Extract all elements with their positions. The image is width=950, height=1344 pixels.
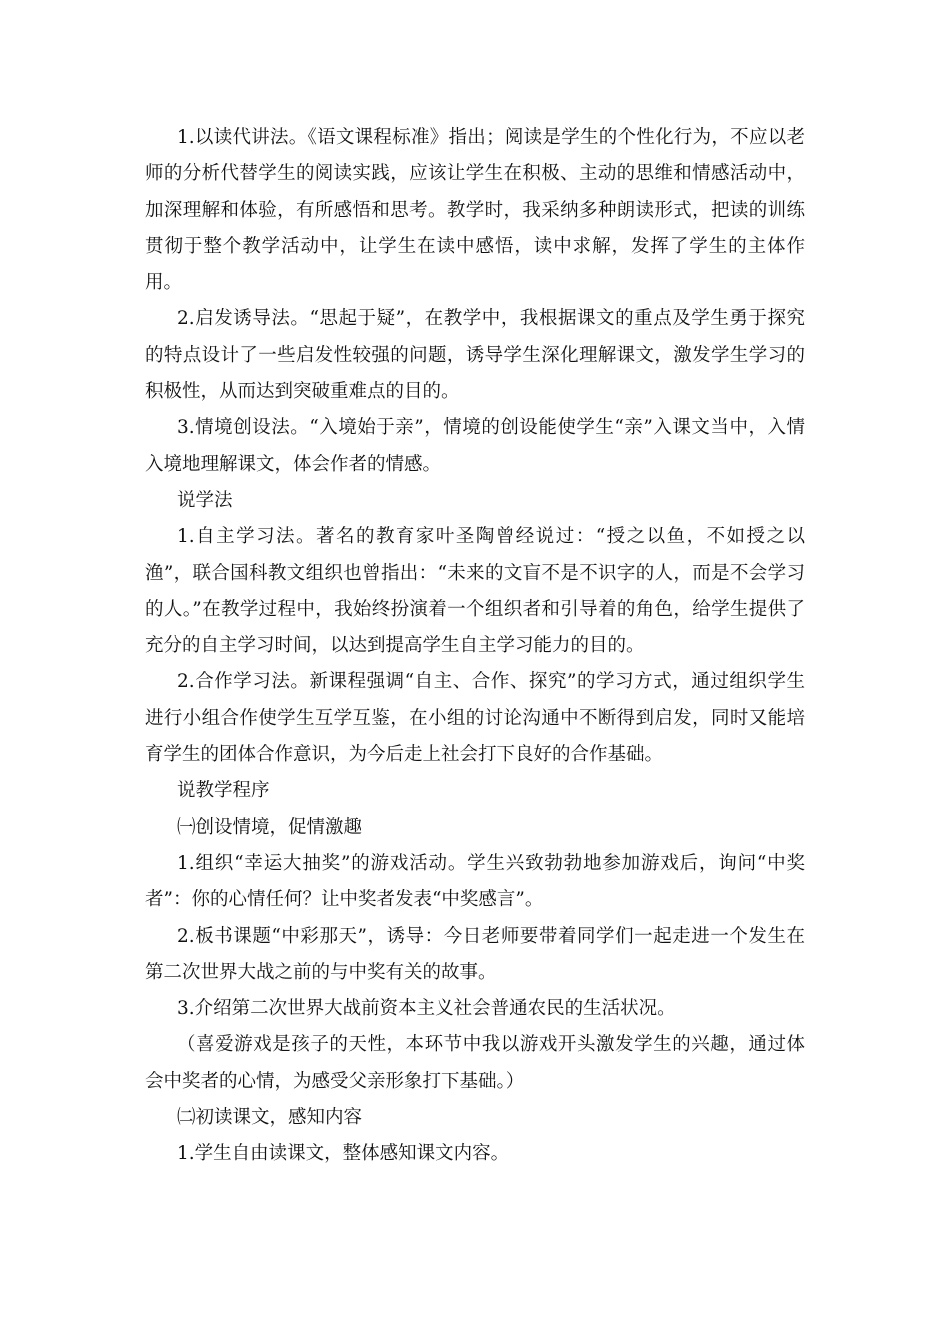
paragraph-free-reading: 1.学生自由读课文，整体感知课文内容。 (177, 1143, 510, 1165)
paragraph-situation-creation: 3.情境创设法。“入境始于亲”，情境的创设能使学生“亲”入课文当中，入情入境地理解课文，体会作者的情感。 (145, 417, 805, 475)
paragraph-lucky-draw-activity: 1.组织“幸运大抽奖”的游戏活动。学生兴致勃勃地参加游戏后，询问“中奖者”：你的心情任何？让中奖者发表“中奖感言”。 (145, 852, 805, 911)
paragraph-self-directed-learning: 1.自主学习法。著名的教育家叶圣陶曾经说过：“授之以鱼，不如授之以渔”，联合国科教文组织也曾指出：“未来的文盲不是不识字的人，而是不会学习的人。”在教学过程中，我始终扮演着一个组织者和引导着的角色，给学生提供了充分的自主学习时间，以达到提高学生自主学习能力的目的。 (145, 526, 805, 657)
paragraph-heuristic-guidance: 2.启发诱导法。“思起于疑”，在教学中，我根据课文的重点及学生勇于探究的特点设计了一些启发性较强的问题，诱导学生深化理解课文，激发学生学习的积极性，从而达到突破重难点的目的。 (145, 308, 805, 403)
paragraph-read-instead-of-lecture: 1.以读代讲法。《语文课程标准》指出；阅读是学生的个性化行为，不应以老师的分析代替学生的阅读实践，应该让学生在积极、主动的思维和情感活动中，加深理解和体验，有所感悟和思考。教学时，我采纳多种朗读形式，把读的训练贯彻于整个教学活动中，让学生在读中感悟，读中求解，发挥了学生的主体作用。 (145, 127, 805, 294)
section-heading-learning-methods: 说学法 (177, 489, 233, 511)
subheading-first-reading: ㈡初读课文，感知内容 (177, 1107, 363, 1129)
document-page (145, 120, 805, 1173)
paragraph-introduce-background: 3.介绍第二次世界大战前资本主义社会普通农民的生活状况。 (177, 998, 676, 1020)
paragraph-cooperative-learning: 2.合作学习法。新课程强调“自主、合作、探究”的学习方式，通过组织学生进行小组合作使学生互学互鉴，在小组的讨论沟通中不断得到启发，同时又能培育学生的团体合作意识，为今后走上社会打下良好的合作基础。 (145, 671, 805, 766)
paragraph-write-lesson-title: 2.板书课题“中彩那天”，诱导：今日老师要带着同学们一起走进一个发生在第二次世界大战之前的与中奖有关的故事。 (145, 925, 805, 983)
paragraph-design-note: （喜爱游戏是孩子的天性，本环节中我以游戏开头激发学生的兴趣，通过体会中奖者的心情，为感受父亲形象打下基础。） (145, 1034, 805, 1092)
section-heading-teaching-procedure: 说教学程序 (177, 780, 270, 802)
subheading-create-situation: ㈠创设情境，促情激趣 (177, 816, 363, 838)
